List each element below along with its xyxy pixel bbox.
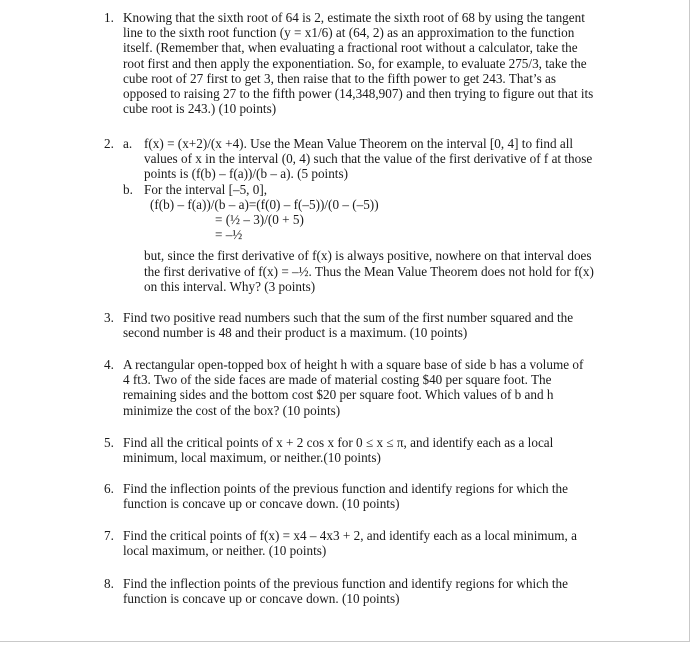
problem-2 [104,136,604,294]
part-label: a. [123,136,133,151]
text-line: points is (f(b) – f(a))/(b – a). (5 points) [144,166,348,182]
problem-number: 1. [104,10,114,25]
problem-number: 4. [104,357,114,372]
text-line: but, since the first derivative of f(x) is always positive, nowhere on that interval does [144,248,592,264]
text-line: Find two positive read numbers such that the sum of the first number squared and the [123,310,574,325]
problem-text [123,357,604,418]
problem-4 [104,357,604,418]
problem-text [123,481,604,511]
part-b [123,182,604,294]
part-label: b. [123,181,133,197]
text-line: second number is 48 and their product is a maximum. (10 points) [123,325,468,341]
text-line: Find the inflection points of the previous function and identify regions for which the [123,576,568,591]
problem-number: 6. [104,481,114,496]
text-line: line to the sixth root function (y = x1/6) at (64, 2) as an approximation to the function [123,25,575,41]
problem-number: 2. [104,136,114,151]
text-line: A rectangular open-topped box of height h with a square base of side b has a volume of [123,357,584,372]
text-line: 4 ft3. Two of the side faces are made of material costing $40 per square foot. The [123,372,552,388]
text-line: opposed to raising 27 to the fifth power (14,348,907) and then trying to figure out that its [123,86,594,102]
problem-8 [104,576,604,606]
text-line: the first derivative of f(x) = –½. Thus the Mean Value Theorem does not hold for f(x) [144,263,594,279]
text-line: local maximum, or neither. (10 points) [123,543,327,559]
text-line: function is concave up or concave down. (10 points) [123,496,400,512]
text-line: remaining sides and the bottom cost $20 per square foot. Which values of b and h [123,387,554,403]
problem-7 [104,528,604,558]
text-line: Find all the critical points of x + 2 cos x for 0 ≤ x ≤ π, and identify each as a local [123,435,554,450]
text-line: itself. (Remember that, when evaluating a fractional root without a calculator, take the [123,40,578,56]
problem-text [123,528,604,558]
text-line: root first and then apply the exponentiation. So, for example, to evaluate 275/3, take the [123,55,587,71]
text-line: Knowing that the sixth root of 64 is 2, estimate the sixth root of 68 by using the tangent [123,10,585,25]
problem-number: 5. [104,435,114,450]
text-line: For the interval [–5, 0], [144,181,268,197]
problem-1 [104,10,604,116]
text-line: cube root is 243.) (10 points) [123,101,277,117]
problem-text [123,136,604,294]
text-line: function is concave up or concave down. (10 points) [123,591,400,607]
problem-text [123,10,604,116]
problem-number: 7. [104,528,114,543]
text-line: values of x in the interval (0, 4) such that the value of the first derivative of f at those [144,151,593,167]
equation-line: = –½ [215,227,243,243]
equation-line: (f(b) – f(a))/(b – a)=(f(0) – f(–5))/(0 – (–5)) [150,196,379,212]
text-line: cube root of 27 first to get 3, then raise that to the fifth power to get 243. That’s as [123,70,557,86]
text-line: on this interval. Why? (3 points) [144,278,316,294]
part-a [123,136,604,182]
problem-text [123,435,604,465]
problem-6 [104,481,604,511]
problem-3 [104,310,604,340]
problem-text [123,310,604,340]
problem-number: 8. [104,576,114,591]
problem-number: 3. [104,310,114,325]
problem-text [123,576,604,606]
text-line: minimize the cost of the box? (10 points) [123,402,341,418]
text-line: minimum, local maximum, or neither.(10 points) [123,450,381,466]
text-line: Find the critical points of f(x) = x4 – 4x3 + 2, and identify each as a local minimum, a [123,528,577,543]
problem-5 [104,435,604,465]
equation-line: = (½ – 3)/(0 + 5) [215,212,304,228]
text-line: Find the inflection points of the previous function and identify regions for which the [123,481,568,496]
text-line: f(x) = (x+2)/(x +4). Use the Mean Value Theorem on the interval [0, 4] to find all [144,136,574,151]
